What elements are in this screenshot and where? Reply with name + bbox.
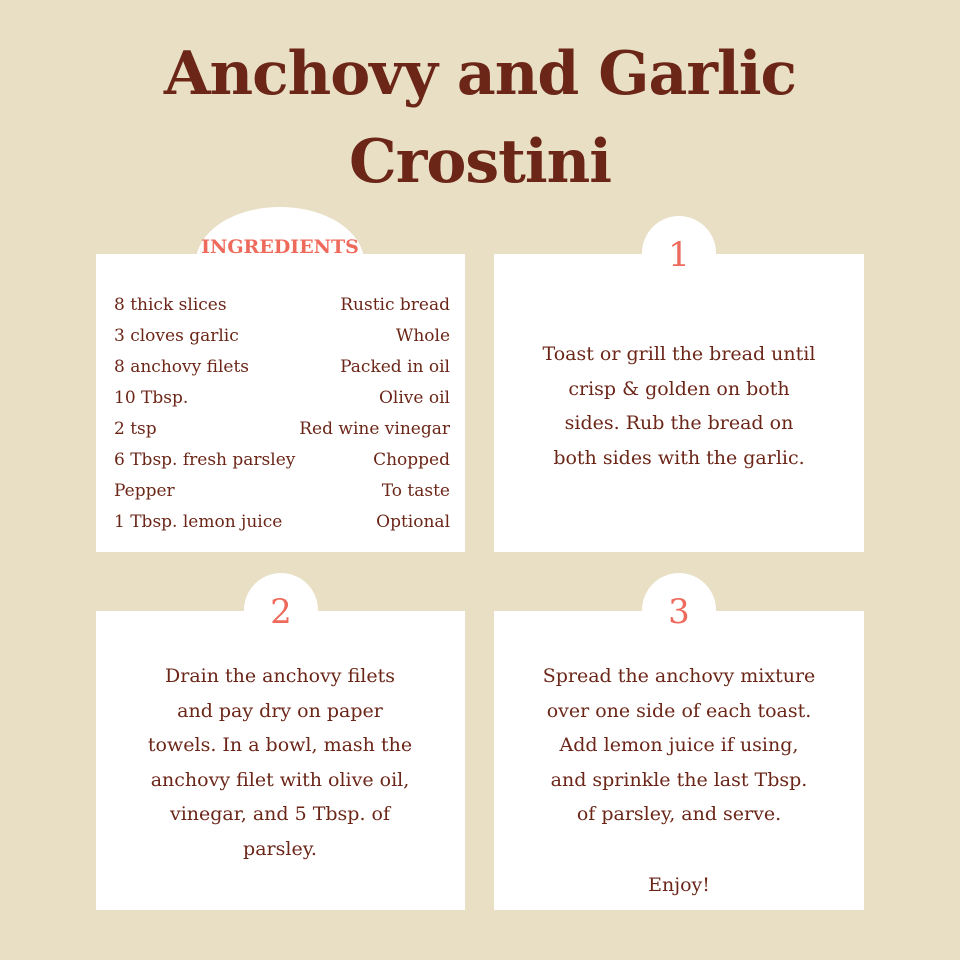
ingredient-row — [114, 414, 450, 445]
step-3-number: 3 — [668, 592, 690, 632]
step-text-line: Toast or grill the bread until — [542, 343, 816, 365]
ingredient-amount: 3 cloves garlic — [114, 326, 239, 346]
step-3-closing: Enjoy! — [648, 874, 710, 896]
step-1-number: 1 — [668, 235, 690, 275]
ingredient-row — [114, 321, 450, 352]
ingredient-row — [114, 476, 450, 507]
ingredient-item: Red wine vinegar — [299, 419, 450, 439]
title-line-1: Anchovy and Garlic — [163, 39, 797, 109]
ingredient-amount: 6 Tbsp. fresh parsley — [114, 450, 296, 470]
step-text-line: and sprinkle the last Tbsp. — [550, 768, 808, 791]
ingredients-heading: INGREDIENTS — [201, 236, 359, 258]
step-text-line: of parsley, and serve. — [576, 803, 782, 825]
step-text-line: Drain the anchovy filets — [165, 665, 395, 687]
step-3-text — [510, 659, 848, 832]
ingredient-amount: 10 Tbsp. — [114, 388, 189, 408]
ingredient-item: Optional — [376, 512, 450, 532]
ingredient-row — [114, 383, 450, 414]
step-text-line: Add lemon juice if using, — [559, 734, 799, 756]
ingredient-row — [114, 507, 450, 538]
step-1-text — [510, 337, 848, 475]
ingredient-item: Chopped — [373, 450, 450, 470]
step-text-line: towels. In a bowl, mash the — [147, 734, 413, 756]
step-text-line: and pay dry on paper — [177, 699, 383, 722]
ingredient-row — [114, 290, 450, 321]
ingredient-item: Packed in oil — [340, 357, 450, 377]
ingredient-item: Olive oil — [379, 388, 450, 408]
ingredient-amount: 1 Tbsp. lemon juice — [114, 512, 283, 532]
ingredient-amount: 2 tsp — [114, 419, 157, 439]
title-line-2: Crostini — [348, 127, 612, 197]
ingredient-item: Whole — [395, 326, 450, 346]
step-text-line: Spread the anchovy mixture — [542, 665, 816, 687]
ingredient-amount: 8 anchovy filets — [114, 357, 250, 377]
step-2-text — [114, 659, 446, 866]
recipe-title — [0, 30, 960, 206]
step-text-line: vinegar, and 5 Tbsp. of — [169, 803, 391, 825]
ingredient-amount: 8 thick slices — [114, 295, 227, 315]
ingredients-list — [114, 290, 450, 538]
ingredient-row — [114, 352, 450, 383]
ingredient-row — [114, 445, 450, 476]
step-text-line: over one side of each toast. — [546, 699, 812, 722]
ingredient-amount: Pepper — [114, 481, 175, 501]
step-text-line: parsley. — [243, 837, 317, 860]
ingredient-item: Rustic bread — [340, 295, 450, 315]
step-2-number: 2 — [270, 592, 292, 632]
step-text-line: sides. Rub the bread on — [564, 412, 794, 434]
step-text-line: crisp & golden on both — [568, 377, 790, 400]
step-text-line: both sides with the garlic. — [553, 446, 805, 469]
step-text-line: anchovy filet with olive oil, — [150, 768, 410, 791]
ingredient-item: To taste — [381, 481, 450, 501]
